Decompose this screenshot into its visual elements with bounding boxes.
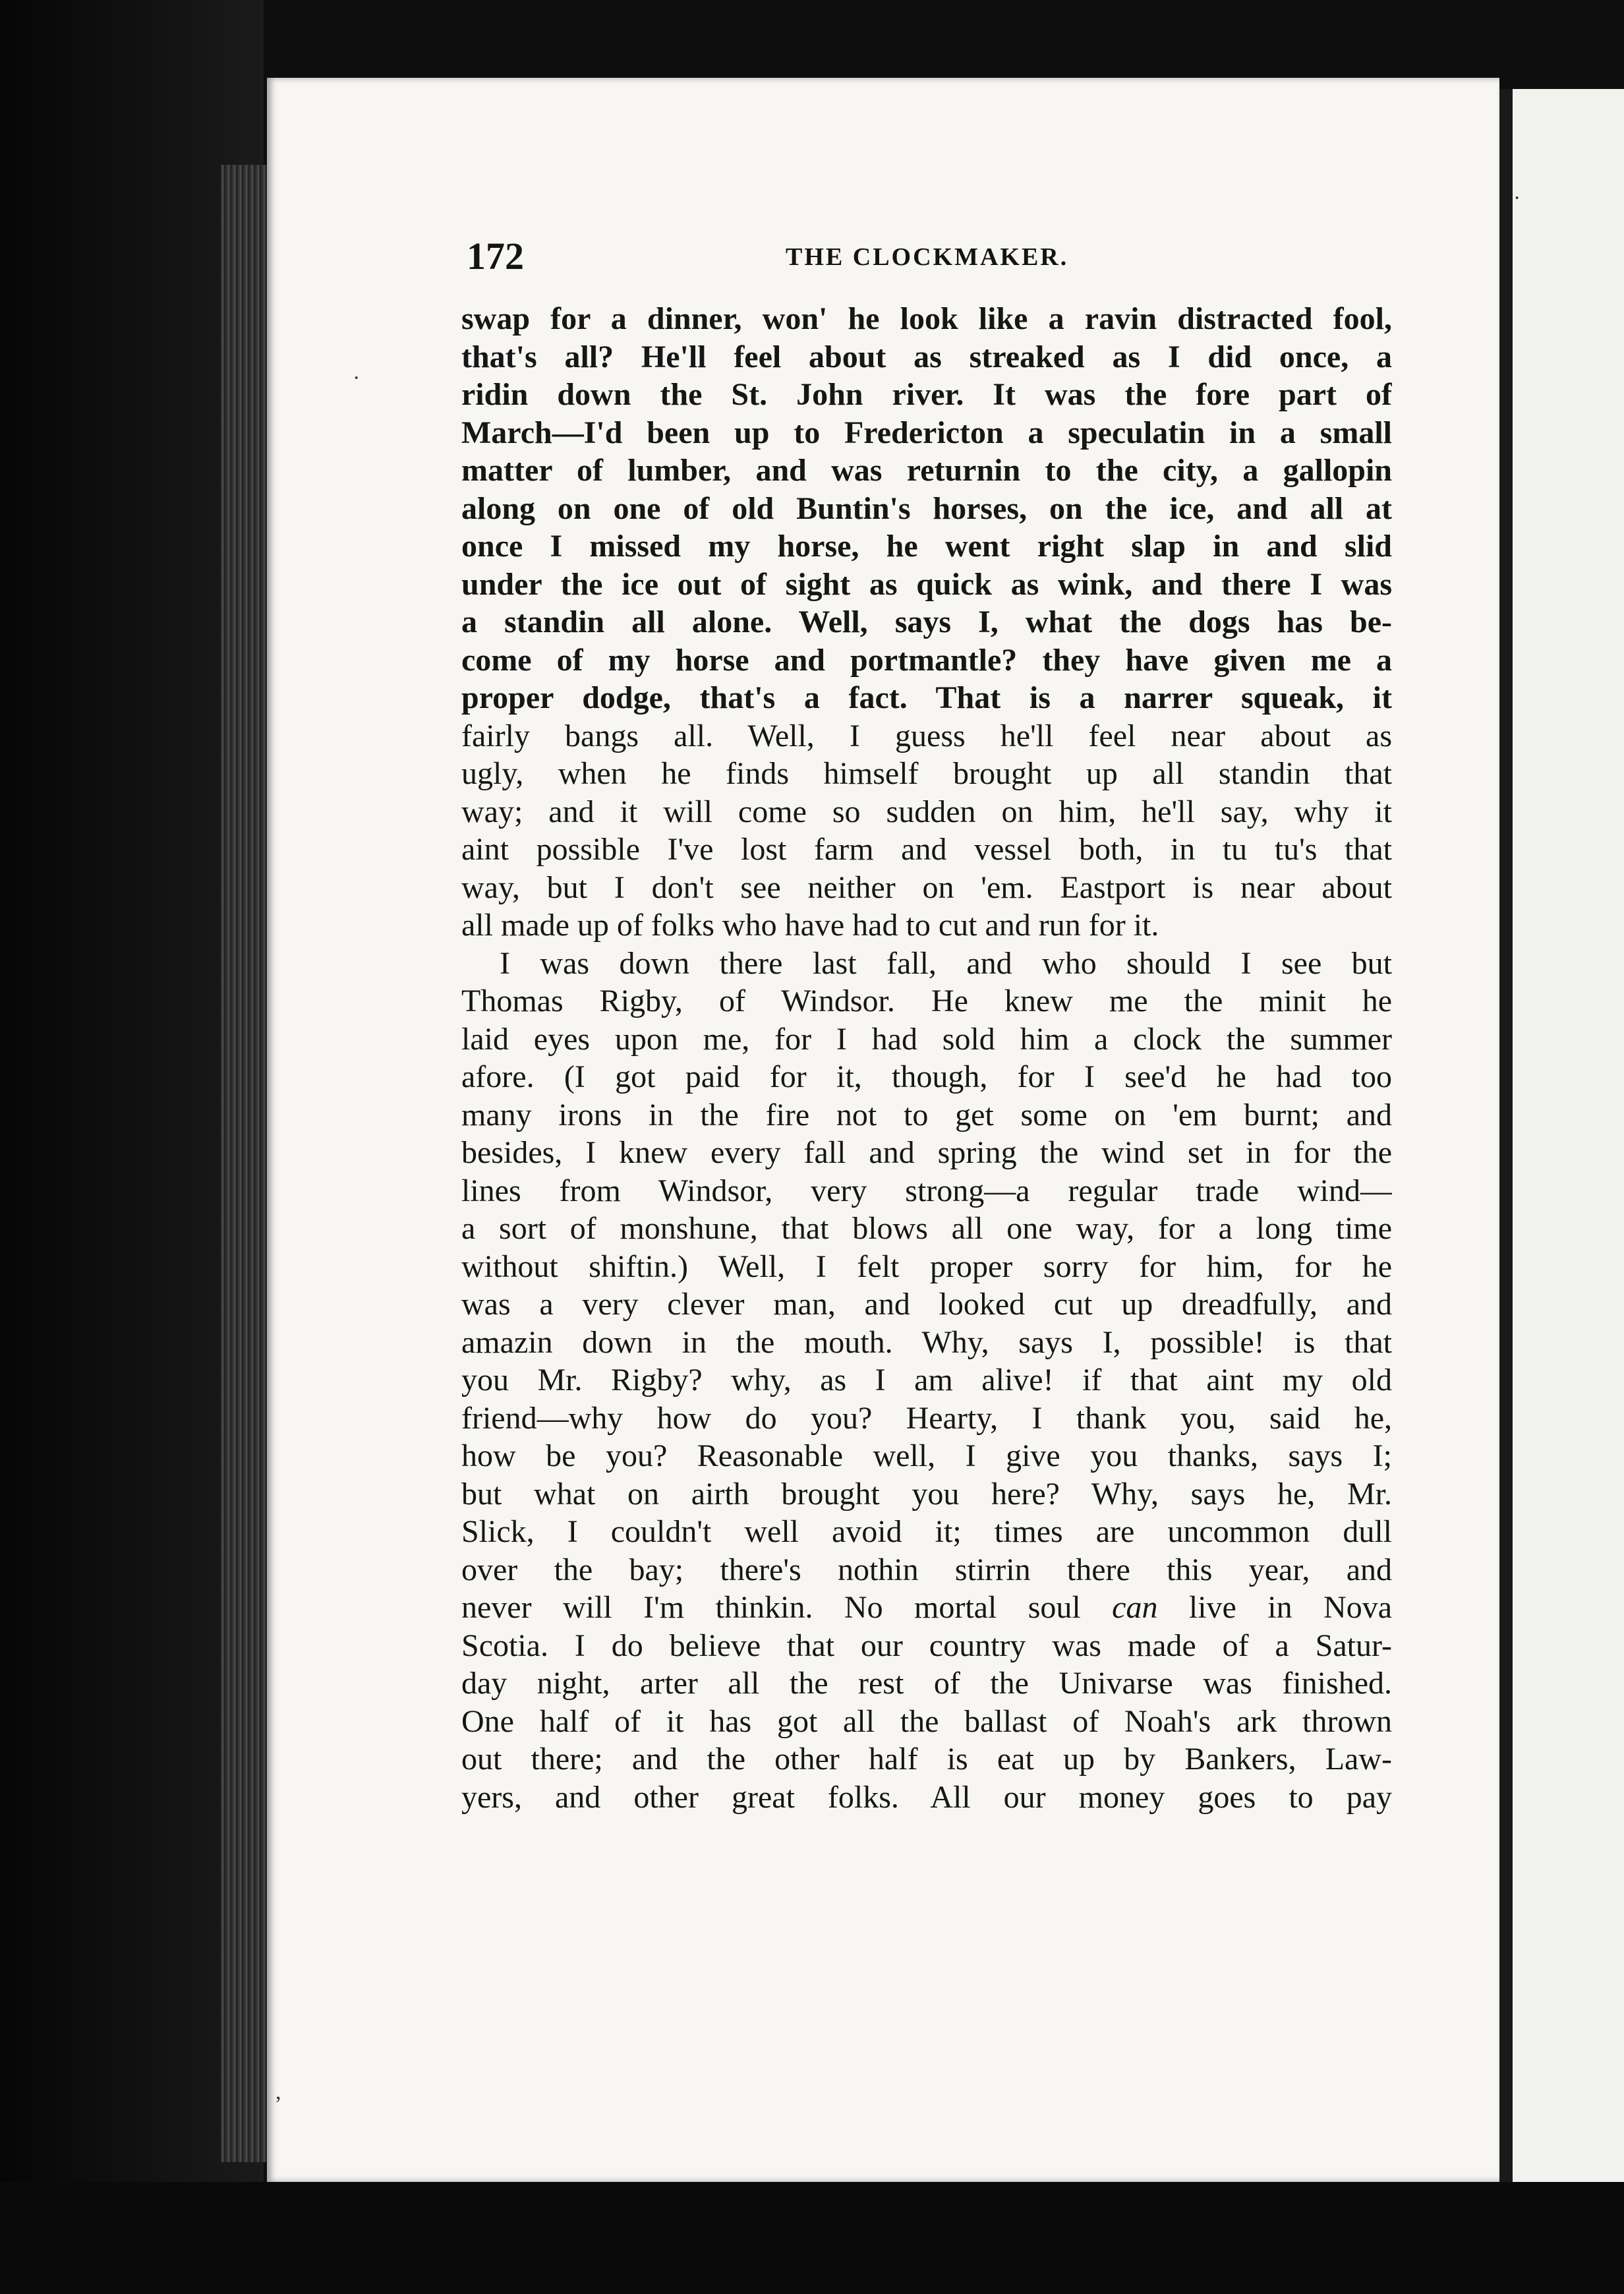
text-line: yers, and other great folks. All our money goes to pay	[461, 1779, 1392, 1815]
scan-speck: ·	[1513, 186, 1521, 210]
text-line: besides, I knew every fall and spring the wind set in for the	[461, 1135, 1392, 1170]
scan-background-bottom	[0, 2182, 1624, 2294]
text-line: out there; and the other half is eat up by Bankers, Law-	[461, 1742, 1392, 1777]
text-line: day night, arter all the rest of the Univarse was finished.	[461, 1666, 1392, 1701]
page-gutter-right	[1499, 89, 1513, 2182]
text-line: without shiftin.) Well, I felt proper sorry for him, for he	[461, 1249, 1392, 1284]
text-line: Slick, I couldn't well avoid it; times are uncommon dull	[461, 1514, 1392, 1549]
text-line: way; and it will come so sudden on him, he'll say, why it	[461, 794, 1392, 829]
text-line: but what on airth brought you here? Why, says he, Mr.	[461, 1476, 1392, 1512]
text-line: come of my horse and portmantle? they have given me a	[461, 642, 1392, 678]
page-number: 172	[467, 235, 524, 278]
text-line: matter of lumber, and was returnin to the city, a gallopin	[461, 453, 1392, 488]
text-line: over the bay; there's nothin stirrin there this year, and	[461, 1552, 1392, 1587]
text-line: fairly bangs all. Well, I guess he'll feel near about as	[461, 718, 1392, 753]
text-line: ugly, when he finds himself brought up all standin that	[461, 756, 1392, 791]
text-line: ridin down the St. John river. It was the fore part of	[461, 377, 1392, 412]
text-line: lines from Windsor, very strong—a regular trade wind—	[461, 1173, 1392, 1208]
text-line: many irons in the fire not to get some on 'em burnt; and	[461, 1097, 1392, 1132]
text-line: once I missed my horse, he went right slap in and slid	[461, 529, 1392, 564]
text-line: along on one of old Buntin's horses, on the ice, and all at	[461, 490, 1392, 526]
text-line: I was down there last fall, and who should I see but	[500, 945, 1392, 981]
text-line: all made up of folks who have had to cut and run for it.	[461, 908, 1159, 943]
text-line: March—I'd been up to Fredericton a speculatin in a small	[461, 415, 1392, 450]
text-line: Thomas Rigby, of Windsor. He knew me the minit he	[461, 984, 1392, 1018]
text-line: Scotia. I do believe that our country was made of a Satur-	[461, 1628, 1392, 1663]
text-line: swap for a dinner, won' he look like a ravin distracted fool,	[461, 301, 1392, 336]
text-line: under the ice out of sight as quick as wink, and there I was	[461, 566, 1392, 602]
text-line: amazin down in the mouth. Why, says I, possible! is that	[461, 1324, 1392, 1360]
text-line: One half of it has got all the ballast of Noah's ark thrown	[461, 1703, 1392, 1739]
body-text	[461, 300, 1392, 1816]
text-line: a standin all alone. Well, says I, what the dogs has be-	[461, 604, 1392, 639]
facing-page-edge	[1513, 89, 1624, 2264]
running-head: THE CLOCKMAKER.	[786, 243, 1069, 271]
text-line: never will I'm thinkin. No mortal soul can live in Nova	[461, 1590, 1392, 1625]
text-line: afore. (I got paid for it, though, for I see'd he had too	[461, 1059, 1392, 1094]
book-page-edges	[221, 165, 274, 2162]
text-line: aint possible I've lost farm and vessel both, in tu tu's that	[461, 832, 1392, 867]
text-line: how be you? Reasonable well, I give you thanks, says I;	[461, 1438, 1392, 1473]
text-line: laid eyes upon me, for I had sold him a clock the summer	[461, 1021, 1392, 1057]
text-line: you Mr. Rigby? why, as I am alive! if that aint my old	[461, 1363, 1392, 1397]
text-line: friend—why how do you? Hearty, I thank you, said he,	[461, 1400, 1392, 1436]
text-line: a sort of monshune, that blows all one way, for a long time	[461, 1211, 1392, 1246]
text-line: proper dodge, that's a fact. That is a narrer squeak, it	[461, 680, 1392, 715]
page-header	[467, 234, 1389, 280]
text-line: was a very clever man, and looked cut up dreadfully, and	[461, 1287, 1392, 1322]
emphasized-word: can	[1112, 1590, 1158, 1625]
scan-speck: ,	[276, 2080, 281, 2104]
scan-speck: ·	[353, 366, 361, 390]
text-line: way, but I don't see neither on 'em. Eastport is near about	[461, 869, 1392, 905]
text-line: that's all? He'll feel about as streaked as I did once, a	[461, 339, 1392, 374]
